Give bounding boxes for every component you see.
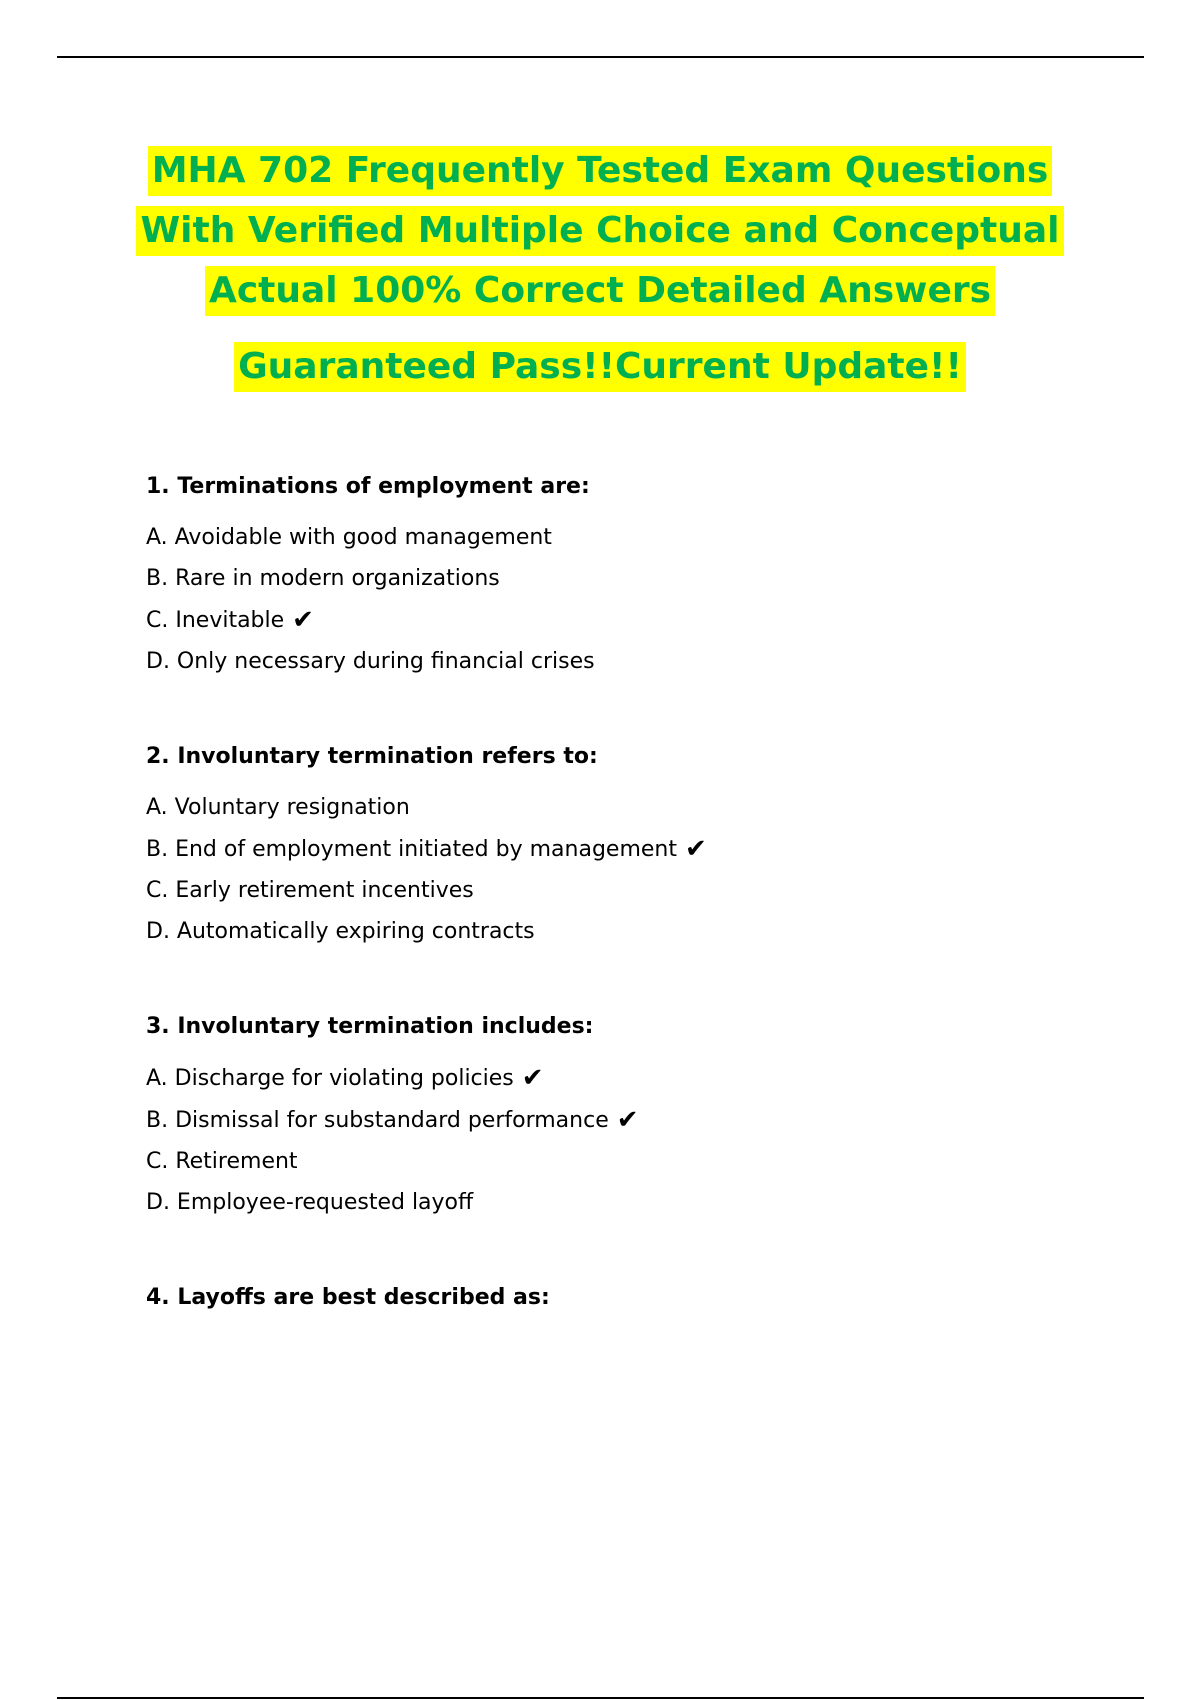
question-text: 4. Layoffs are best described as:: [146, 1285, 550, 1310]
check-icon: ✔: [685, 834, 707, 864]
bottom-rule: [57, 1697, 1144, 1699]
answer-option: C. Retirement: [146, 1149, 298, 1174]
question-2: [146, 740, 1146, 946]
question-text: 2. Involuntary termination refers to:: [146, 744, 598, 769]
title-line-4: Guaranteed Pass!!Current Update!!: [234, 342, 966, 392]
question-4: [146, 1281, 1146, 1315]
question-text: 3. Involuntary termination includes:: [146, 1014, 594, 1039]
answer-option: A. Discharge for violating policies ✔: [146, 1063, 544, 1093]
question-3: [146, 1010, 1146, 1217]
answer-option: B. Dismissal for substandard performance ✔: [146, 1105, 639, 1135]
answer-option: C. Inevitable ✔: [146, 605, 314, 635]
answer-option: C. Early retirement incentives: [146, 878, 474, 903]
answer-option: B. Rare in modern organizations: [146, 566, 500, 591]
question-1: [146, 470, 1146, 676]
answer-option: D. Automatically expiring contracts: [146, 919, 535, 944]
question-list: [146, 470, 1146, 1379]
answer-option: A. Voluntary resignation: [146, 795, 410, 820]
answer-option: A. Avoidable with good management: [146, 525, 552, 550]
question-text: 1. Terminations of employment are:: [146, 474, 590, 499]
check-icon: ✔: [292, 605, 314, 635]
document-title: [0, 146, 1200, 402]
title-line-3: Actual 100% Correct Detailed Answers: [205, 266, 995, 316]
check-icon: ✔: [521, 1063, 544, 1093]
top-rule: [57, 56, 1144, 58]
title-line-2: With Verified Multiple Choice and Conceptual: [136, 206, 1063, 256]
answer-option: D. Only necessary during financial crises: [146, 649, 595, 674]
title-line-1: MHA 702 Frequently Tested Exam Questions: [148, 146, 1053, 196]
answer-option: B. End of employment initiated by management ✔: [146, 834, 707, 864]
check-icon: ✔: [616, 1105, 639, 1135]
answer-option: D. Employee-requested layoff: [146, 1190, 474, 1215]
